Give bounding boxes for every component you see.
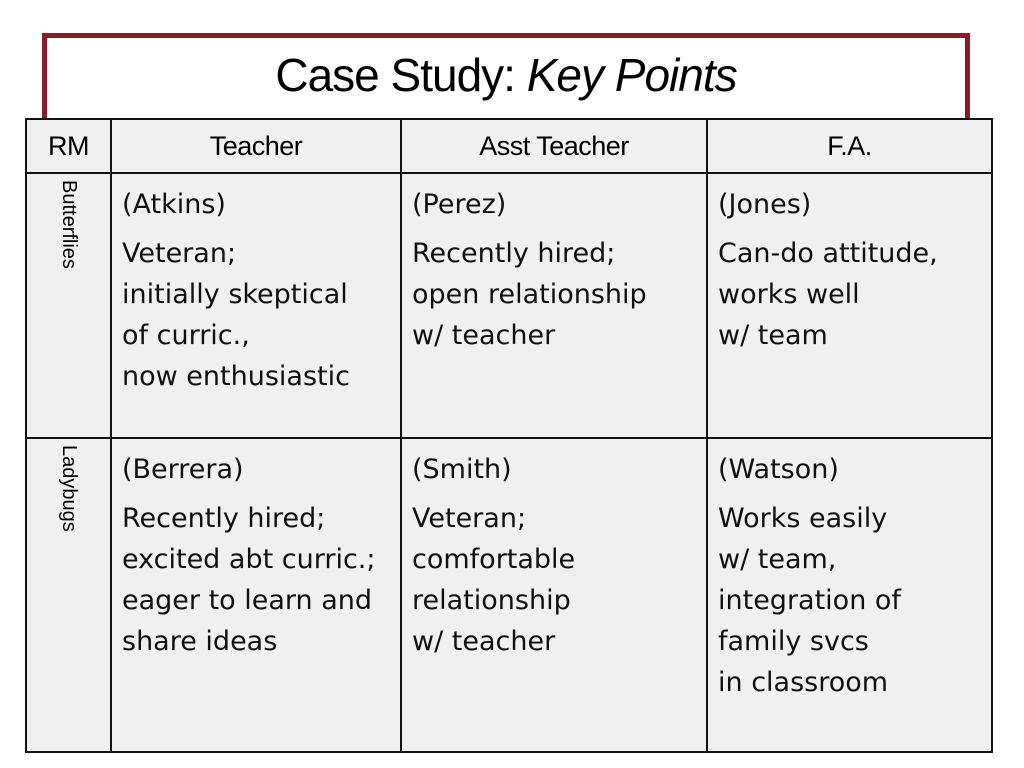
staff-description: Recently hired; excited abt curric.; eager to learn and share ideas — [122, 503, 376, 657]
header-row — [26, 119, 992, 173]
table-row — [26, 438, 992, 752]
header-fa: F.A. — [707, 119, 992, 173]
asst-teacher-cell — [401, 438, 707, 752]
staff-name: (Berrera) — [122, 454, 244, 485]
staff-name: (Watson) — [718, 454, 839, 485]
room-label: Butterflies — [58, 180, 80, 269]
staff-name: (Perez) — [412, 189, 507, 220]
room-cell — [26, 438, 111, 752]
room-label: Ladybugs — [58, 445, 80, 532]
room-cell — [26, 173, 111, 438]
asst-teacher-cell — [401, 173, 707, 438]
title-emphasis: Key Points — [526, 49, 737, 101]
title-frame — [42, 33, 970, 121]
slide-title — [47, 48, 965, 102]
staff-name: (Jones) — [718, 189, 812, 220]
header-rm: RM — [26, 119, 111, 173]
fa-cell — [707, 173, 992, 438]
staff-description: Can-do attitude, works well w/ team — [718, 238, 938, 351]
staff-description: Veteran; initially skeptical of curric., now enthusiastic — [122, 238, 350, 392]
header-teacher: Teacher — [111, 119, 401, 173]
staff-description: Veteran; comfortable relationship w/ teacher — [412, 503, 576, 657]
title-prefix: Case Study: — [275, 49, 527, 101]
table-row — [26, 173, 992, 438]
fa-cell — [707, 438, 992, 752]
teacher-cell — [111, 438, 401, 752]
case-study-table — [25, 118, 993, 753]
staff-name: (Smith) — [412, 454, 512, 485]
teacher-cell — [111, 173, 401, 438]
staff-description: Recently hired; open relationship w/ teacher — [412, 238, 647, 351]
staff-description: Works easily w/ team, integration of family svcs in classroom — [718, 503, 901, 698]
staff-name: (Atkins) — [122, 189, 226, 220]
header-asst-teacher: Asst Teacher — [401, 119, 707, 173]
